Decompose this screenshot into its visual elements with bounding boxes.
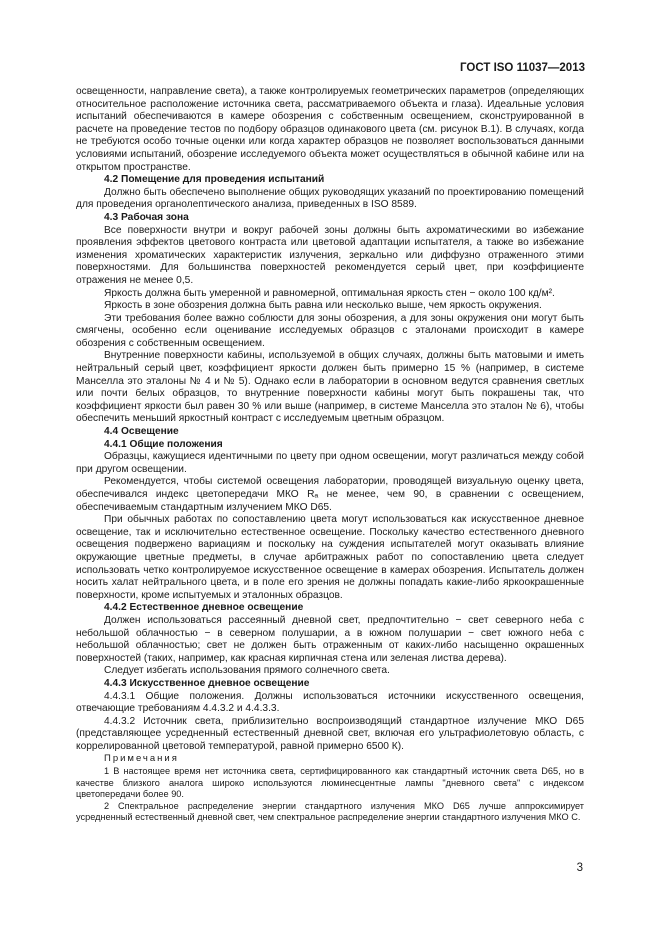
section-heading-4-4-1: 4.4.1 Общие положения (104, 438, 223, 450)
paragraph-4-4-2-b: Следует избегать использования прямого солнечного света. (104, 665, 390, 677)
paragraph-4-3-b: Яркость должна быть умеренной и равномерной, оптимальная яркость стен − около 100 кд/м². (104, 287, 555, 299)
paragraph-4-3-c: Яркость в зоне обозрения должна быть равна или несколько выше, чем яркость окружения. (104, 300, 542, 312)
paragraph-4-3-d: Эти требования более важно соблюсти для зоны обозрения, а для зоны окружения они могут быть смягчены, особенно если оценивание исследуемых образцов с эталонами происходит в камере обозрения с собственным освещением. (76, 312, 584, 349)
document-body (76, 86, 584, 824)
page-number: 3 (576, 862, 583, 874)
paragraph-intro: освещенности, направление света), а также контролируемых геометрических параметров (определяющих относительное расположение источника света, рассматриваемого объекта и глаза). Идеальные условия испытаний обеспечиваются в камере обозрения с собственным освещением, сконструированной в расчете на проведение тестов по подбору образцов одинакового цвета (см. рисунок В.1). В случаях, когда не требуются особо точные оценки или когда характер образцов не позволяет воспользоваться данными условиями испытаний, обозрение исследуемого объекта может осуществляться в обычной кабине или на открытом пространстве. (76, 86, 584, 173)
paragraph-4-4-1-c: При обычных работах по сопоставлению цвета могут использоваться как искусственное дневное освещение, так и исключительно естественное освещение. Поскольку качество естественного дневного освещения подвержено вариациям и поскольку на суждения испытателей могут оказывать влияние окружающие цветные предметы, в случае арбитражных работ по сопоставлению цвета следует использовать четко контролируемое искусственное освещение в камерах обозрения. Испытатель должен носить халат нейтрального цвета, и в поле его зрения не должны попадать какие-либо яркоокрашенные поверхности, кроме испытуемых и эталонных образцов. (76, 514, 584, 601)
document-header: ГОСТ ISO 11037—2013 (460, 62, 585, 74)
note-2: 2 Спектральное распределение энергии стандартного излучения МКО D65 лучше аппроксимирует усредненный естественный дневной свет, чем спектральное распределение энергии стандартного излучения МКО С. (76, 800, 584, 823)
section-heading-4-4-3: 4.4.3 Искусственное дневное освещение (104, 677, 310, 689)
paragraph-4-4-3-2: 4.4.3.2 Источник света, приблизительно воспроизводящий стандартное излучение МКО D65 (представляющее усредненный естественный дневной свет, включая его ультрафиолетовую область, с коррелированной цветовой температурой, равной примерно 6500 К). (76, 715, 584, 752)
paragraph-4-4-1-b: Рекомендуется, чтобы системой освещения лаборатории, проводящей визуальную оценку цвета, обеспечивался индекс цветопередачи МКО Rₐ не менее, чем 90, в сравнении с освещением, обеспечиваемым стандартным излучением МКО D65. (76, 476, 584, 513)
notes-title: Примечания (104, 753, 179, 765)
section-heading-4-2: 4.2 Помещение для проведения испытаний (104, 174, 325, 186)
paragraph-4-4-2-a: Должен использоваться рассеянный дневной свет, предпочтительно − свет северного неба с небольшой облачностью − в северном полушарии, а в южном полушарии − свет южного неба с небольшой облачностью; свет не должен быть отраженным от каких-либо насыщенно окрашенных поверхностей (таких, например, как красная кирпичная стена или зеленая листва дерева). (76, 614, 584, 664)
section-heading-4-4-2: 4.4.2 Естественное дневное освещение (104, 602, 304, 614)
paragraph-4-4-3-1: 4.4.3.1 Общие положения. Должны использоваться источники искусственного освещения, отвечающие требованиям 4.4.3.2 и 4.4.3.3. (76, 690, 584, 715)
paragraph-4-2: Должно быть обеспечено выполнение общих руководящих указаний по проектированию помещений для проведения органолептического анализа, приведенных в ISO 8589. (76, 186, 584, 211)
note-1: 1 В настоящее время нет источника света, сертифицированного как стандартный источник света D65, но в качестве близкого аналога широко используются люминесцентные лампы "дневного света" с индексом цветопередачи более 90. (76, 766, 584, 800)
paragraph-4-3-a: Все поверхности внутри и вокруг рабочей зоны должны быть ахроматическими во избежание проявления эффектов цветового контраста или цветовой адаптации испытателя, а также во избежание изменения хроматических характеристик излучения, зеркально или диффузно отраженного этими поверхностями. Для большинства поверхностей рекомендуется серый цвет, при коэффициенте отражения не менее 0,5. (76, 224, 584, 286)
section-heading-4-4: 4.4 Освещение (104, 426, 179, 438)
paragraph-4-3-e: Внутренние поверхности кабины, используемой в общих случаях, должны быть матовыми и иметь нейтральный серый цвет, коэффициент яркости должен быть примерно 15 % (например, в системе Манселла это эталоны № 4 и № 5). Однако если в лаборатории в основном ведутся сравнения светлых или почти белых образцов, то внутренние поверхности кабины могут быть покрашены так, что коэффициент яркости был равен 30 % или выше (например, в системе Манселла это эталон № 6), чтобы обеспечить меньший яркостный контраст с исследуемым цветным образцом. (76, 350, 584, 425)
paragraph-4-4-1-a: Образцы, кажущиеся идентичными по цвету при одном освещении, могут различаться между собой при другом освещении. (76, 451, 584, 475)
section-heading-4-3: 4.3 Рабочая зона (104, 211, 189, 223)
